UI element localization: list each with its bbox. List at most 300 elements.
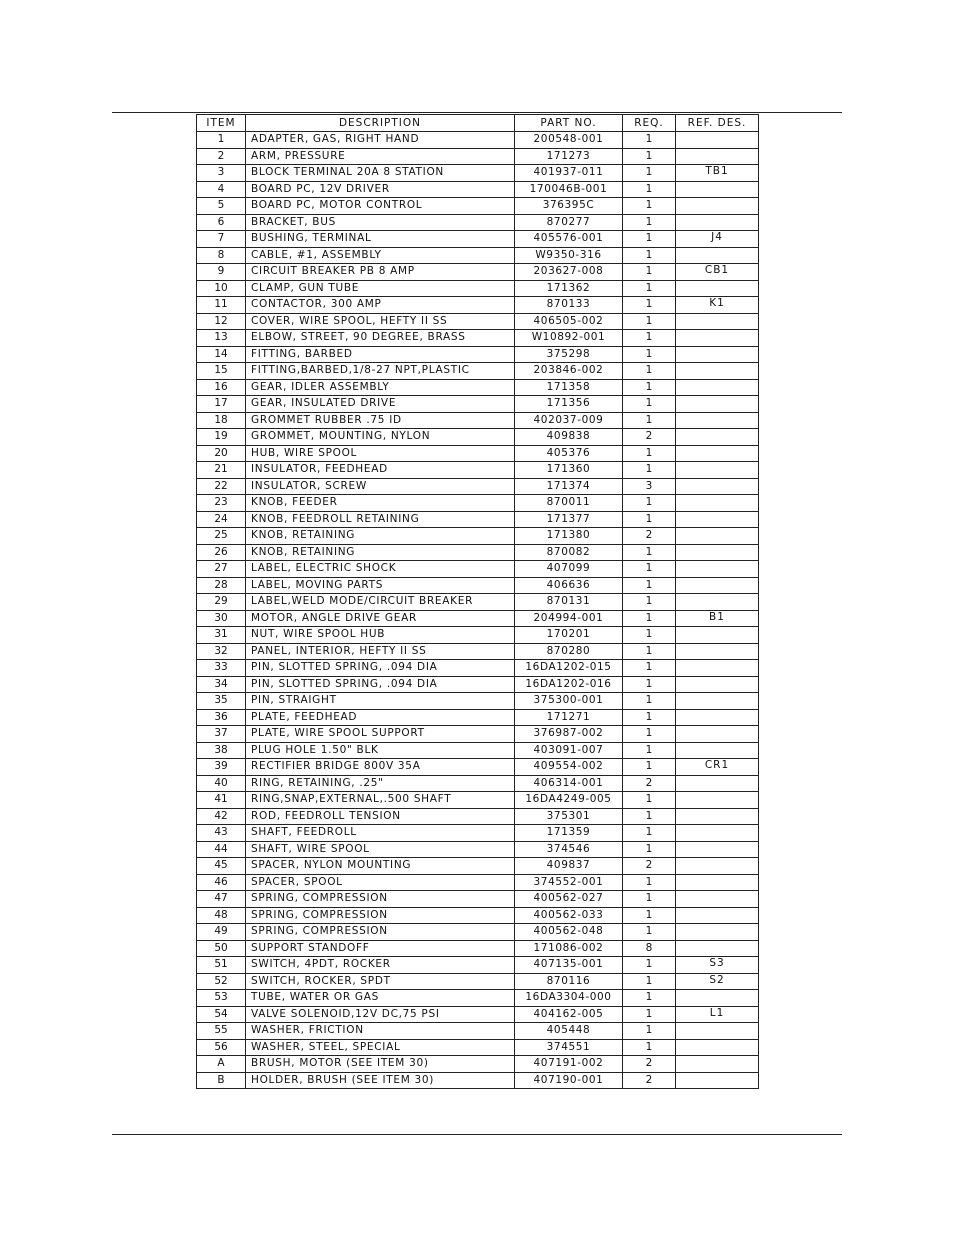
cell-ref-des: [676, 429, 759, 446]
cell-ref-des: [676, 412, 759, 429]
cell-req: 1: [623, 594, 676, 611]
cell-ref-des: [676, 577, 759, 594]
cell-part-no: 409837: [515, 858, 623, 875]
header-part-no: PART NO.: [515, 115, 623, 132]
cell-description: PLATE, WIRE SPOOL SUPPORT: [246, 726, 515, 743]
cell-item: 51: [197, 957, 246, 974]
cell-description: KNOB, RETAINING: [246, 544, 515, 561]
cell-ref-des: [676, 313, 759, 330]
cell-item: 54: [197, 1006, 246, 1023]
cell-part-no: 171271: [515, 709, 623, 726]
cell-ref-des: [676, 1039, 759, 1056]
cell-item: 4: [197, 181, 246, 198]
cell-item: 21: [197, 462, 246, 479]
cell-description: SPRING, COMPRESSION: [246, 924, 515, 941]
cell-part-no: 171358: [515, 379, 623, 396]
cell-req: 1: [623, 874, 676, 891]
cell-description: FITTING,BARBED,1/8-27 NPT,PLASTIC: [246, 363, 515, 380]
cell-part-no: 407135-001: [515, 957, 623, 974]
cell-req: 1: [623, 957, 676, 974]
cell-req: 1: [623, 346, 676, 363]
header-item: ITEM: [197, 115, 246, 132]
cell-req: 1: [623, 610, 676, 627]
table-row: [197, 561, 759, 578]
cell-part-no: 16DA1202-015: [515, 660, 623, 677]
cell-ref-des: [676, 742, 759, 759]
cell-part-no: 870011: [515, 495, 623, 512]
cell-part-no: 870082: [515, 544, 623, 561]
cell-item: 49: [197, 924, 246, 941]
cell-part-no: 16DA3304-000: [515, 990, 623, 1007]
table-row: [197, 148, 759, 165]
cell-req: 1: [623, 247, 676, 264]
cell-ref-des: J4: [676, 231, 759, 248]
table-row: [197, 891, 759, 908]
cell-part-no: 405376: [515, 445, 623, 462]
cell-part-no: 204994-001: [515, 610, 623, 627]
cell-req: 1: [623, 676, 676, 693]
cell-req: 1: [623, 891, 676, 908]
table-row: [197, 1056, 759, 1073]
cell-description: SPRING, COMPRESSION: [246, 891, 515, 908]
cell-item: 39: [197, 759, 246, 776]
cell-description: SWITCH, 4PDT, ROCKER: [246, 957, 515, 974]
cell-part-no: 374551: [515, 1039, 623, 1056]
cell-item: 15: [197, 363, 246, 380]
cell-req: 1: [623, 462, 676, 479]
table-row: [197, 808, 759, 825]
table-row: [197, 858, 759, 875]
cell-item: 7: [197, 231, 246, 248]
cell-description: PIN, SLOTTED SPRING, .094 DIA: [246, 660, 515, 677]
cell-req: 1: [623, 214, 676, 231]
table-row: [197, 462, 759, 479]
cell-part-no: 870131: [515, 594, 623, 611]
cell-item: 18: [197, 412, 246, 429]
cell-ref-des: K1: [676, 297, 759, 314]
cell-part-no: 407191-002: [515, 1056, 623, 1073]
cell-req: 1: [623, 511, 676, 528]
table-row: [197, 445, 759, 462]
cell-item: 45: [197, 858, 246, 875]
cell-req: 2: [623, 775, 676, 792]
table-row: [197, 528, 759, 545]
table-row: [197, 676, 759, 693]
cell-req: 1: [623, 165, 676, 182]
cell-description: HUB, WIRE SPOOL: [246, 445, 515, 462]
cell-item: 11: [197, 297, 246, 314]
cell-item: 50: [197, 940, 246, 957]
cell-ref-des: [676, 660, 759, 677]
cell-item: 47: [197, 891, 246, 908]
cell-ref-des: [676, 561, 759, 578]
cell-ref-des: [676, 511, 759, 528]
cell-ref-des: [676, 792, 759, 809]
cell-description: WASHER, FRICTION: [246, 1023, 515, 1040]
table-row: [197, 1039, 759, 1056]
cell-req: 1: [623, 561, 676, 578]
cell-description: BRACKET, BUS: [246, 214, 515, 231]
cell-ref-des: [676, 726, 759, 743]
cell-req: 1: [623, 759, 676, 776]
cell-req: 1: [623, 231, 676, 248]
cell-part-no: 407190-001: [515, 1072, 623, 1089]
cell-description: COVER, WIRE SPOOL, HEFTY II SS: [246, 313, 515, 330]
cell-item: 19: [197, 429, 246, 446]
cell-part-no: 406314-001: [515, 775, 623, 792]
cell-req: 1: [623, 280, 676, 297]
cell-item: 40: [197, 775, 246, 792]
cell-part-no: 171359: [515, 825, 623, 842]
table-row: [197, 693, 759, 710]
cell-part-no: 406636: [515, 577, 623, 594]
cell-description: INSULATOR, FEEDHEAD: [246, 462, 515, 479]
cell-description: GROMMET, MOUNTING, NYLON: [246, 429, 515, 446]
table-row: [197, 610, 759, 627]
table-row: [197, 841, 759, 858]
table-row: [197, 247, 759, 264]
cell-description: LABEL,WELD MODE/CIRCUIT BREAKER: [246, 594, 515, 611]
cell-description: ELBOW, STREET, 90 DEGREE, BRASS: [246, 330, 515, 347]
table-row: [197, 990, 759, 1007]
cell-ref-des: [676, 379, 759, 396]
cell-item: 16: [197, 379, 246, 396]
cell-ref-des: [676, 990, 759, 1007]
cell-req: 1: [623, 313, 676, 330]
cell-part-no: 16DA4249-005: [515, 792, 623, 809]
cell-req: 1: [623, 412, 676, 429]
table-row: [197, 264, 759, 281]
cell-req: 3: [623, 478, 676, 495]
table-row: [197, 940, 759, 957]
cell-description: ROD, FEEDROLL TENSION: [246, 808, 515, 825]
cell-ref-des: [676, 709, 759, 726]
cell-req: 1: [623, 990, 676, 1007]
cell-part-no: 203627-008: [515, 264, 623, 281]
cell-item: 23: [197, 495, 246, 512]
cell-req: 2: [623, 429, 676, 446]
cell-item: 5: [197, 198, 246, 215]
table-row: [197, 330, 759, 347]
top-rule: [112, 112, 842, 113]
cell-item: 14: [197, 346, 246, 363]
cell-description: FITTING, BARBED: [246, 346, 515, 363]
cell-req: 1: [623, 643, 676, 660]
cell-ref-des: [676, 280, 759, 297]
cell-ref-des: L1: [676, 1006, 759, 1023]
cell-part-no: 171273: [515, 148, 623, 165]
cell-item: 31: [197, 627, 246, 644]
cell-req: 1: [623, 379, 676, 396]
cell-description: BOARD PC, MOTOR CONTROL: [246, 198, 515, 215]
cell-part-no: 171380: [515, 528, 623, 545]
cell-part-no: 406505-002: [515, 313, 623, 330]
cell-ref-des: [676, 858, 759, 875]
cell-part-no: 400562-033: [515, 907, 623, 924]
cell-item: 13: [197, 330, 246, 347]
cell-req: 1: [623, 792, 676, 809]
cell-req: 1: [623, 841, 676, 858]
cell-part-no: 409554-002: [515, 759, 623, 776]
table-row: [197, 511, 759, 528]
cell-part-no: 170201: [515, 627, 623, 644]
cell-description: RING, RETAINING, .25": [246, 775, 515, 792]
cell-req: 1: [623, 726, 676, 743]
cell-ref-des: [676, 1056, 759, 1073]
cell-req: 1: [623, 907, 676, 924]
cell-ref-des: [676, 445, 759, 462]
cell-item: 17: [197, 396, 246, 413]
table-row: [197, 363, 759, 380]
header-row: [197, 115, 759, 132]
cell-part-no: 376987-002: [515, 726, 623, 743]
cell-item: 22: [197, 478, 246, 495]
cell-item: A: [197, 1056, 246, 1073]
cell-item: 52: [197, 973, 246, 990]
cell-part-no: 203846-002: [515, 363, 623, 380]
cell-ref-des: [676, 874, 759, 891]
cell-description: RECTIFIER BRIDGE 800V 35A: [246, 759, 515, 776]
cell-description: PLUG HOLE 1.50" BLK: [246, 742, 515, 759]
cell-description: RING,SNAP,EXTERNAL,.500 SHAFT: [246, 792, 515, 809]
cell-item: 36: [197, 709, 246, 726]
cell-part-no: 171356: [515, 396, 623, 413]
cell-item: 42: [197, 808, 246, 825]
cell-ref-des: CR1: [676, 759, 759, 776]
cell-item: 46: [197, 874, 246, 891]
cell-part-no: W9350-316: [515, 247, 623, 264]
table-row: [197, 660, 759, 677]
cell-description: VALVE SOLENOID,12V DC,75 PSI: [246, 1006, 515, 1023]
cell-description: BUSHING, TERMINAL: [246, 231, 515, 248]
cell-req: 1: [623, 660, 676, 677]
cell-part-no: 407099: [515, 561, 623, 578]
cell-description: SUPPORT STANDOFF: [246, 940, 515, 957]
table-row: [197, 973, 759, 990]
cell-ref-des: [676, 1023, 759, 1040]
table-row: [197, 825, 759, 842]
table-row: [197, 643, 759, 660]
table-row: [197, 346, 759, 363]
cell-description: PIN, STRAIGHT: [246, 693, 515, 710]
cell-part-no: 400562-027: [515, 891, 623, 908]
cell-item: 44: [197, 841, 246, 858]
cell-description: GEAR, INSULATED DRIVE: [246, 396, 515, 413]
cell-ref-des: [676, 676, 759, 693]
cell-item: 32: [197, 643, 246, 660]
cell-part-no: 402037-009: [515, 412, 623, 429]
cell-req: 1: [623, 495, 676, 512]
cell-part-no: 171086-002: [515, 940, 623, 957]
table-row: [197, 924, 759, 941]
cell-req: 2: [623, 1072, 676, 1089]
cell-ref-des: [676, 594, 759, 611]
cell-item: 43: [197, 825, 246, 842]
cell-ref-des: [676, 841, 759, 858]
cell-description: NUT, WIRE SPOOL HUB: [246, 627, 515, 644]
cell-req: 1: [623, 577, 676, 594]
cell-ref-des: S3: [676, 957, 759, 974]
cell-req: 1: [623, 264, 676, 281]
cell-part-no: 405448: [515, 1023, 623, 1040]
cell-part-no: 405576-001: [515, 231, 623, 248]
cell-item: 25: [197, 528, 246, 545]
cell-description: MOTOR, ANGLE DRIVE GEAR: [246, 610, 515, 627]
cell-part-no: 16DA1202-016: [515, 676, 623, 693]
cell-description: SWITCH, ROCKER, SPDT: [246, 973, 515, 990]
cell-item: 2: [197, 148, 246, 165]
cell-item: 56: [197, 1039, 246, 1056]
cell-description: SHAFT, WIRE SPOOL: [246, 841, 515, 858]
table-row: [197, 379, 759, 396]
cell-description: CABLE, #1, ASSEMBLY: [246, 247, 515, 264]
cell-description: CLAMP, GUN TUBE: [246, 280, 515, 297]
cell-req: 1: [623, 1006, 676, 1023]
cell-description: ADAPTER, GAS, RIGHT HAND: [246, 132, 515, 149]
cell-part-no: 374546: [515, 841, 623, 858]
cell-item: 33: [197, 660, 246, 677]
cell-ref-des: [676, 693, 759, 710]
cell-ref-des: [676, 198, 759, 215]
cell-req: 1: [623, 198, 676, 215]
cell-part-no: 376395C: [515, 198, 623, 215]
cell-description: SPRING, COMPRESSION: [246, 907, 515, 924]
cell-req: 1: [623, 181, 676, 198]
header-ref-des: REF. DES.: [676, 115, 759, 132]
cell-description: CONTACTOR, 300 AMP: [246, 297, 515, 314]
cell-ref-des: [676, 1072, 759, 1089]
cell-ref-des: [676, 346, 759, 363]
cell-req: 1: [623, 1039, 676, 1056]
cell-ref-des: [676, 528, 759, 545]
table-row: [197, 759, 759, 776]
table-row: [197, 792, 759, 809]
cell-req: 2: [623, 1056, 676, 1073]
cell-description: PANEL, INTERIOR, HEFTY II SS: [246, 643, 515, 660]
cell-item: 8: [197, 247, 246, 264]
table-row: [197, 198, 759, 215]
cell-part-no: 870116: [515, 973, 623, 990]
cell-ref-des: [676, 775, 759, 792]
cell-description: BOARD PC, 12V DRIVER: [246, 181, 515, 198]
cell-part-no: 404162-005: [515, 1006, 623, 1023]
table-row: [197, 132, 759, 149]
cell-description: KNOB, RETAINING: [246, 528, 515, 545]
cell-description: LABEL, MOVING PARTS: [246, 577, 515, 594]
table-row: [197, 907, 759, 924]
cell-part-no: 870133: [515, 297, 623, 314]
table-row: [197, 231, 759, 248]
cell-req: 1: [623, 709, 676, 726]
cell-item: 48: [197, 907, 246, 924]
bottom-rule: [112, 1134, 842, 1135]
cell-item: 10: [197, 280, 246, 297]
cell-description: PIN, SLOTTED SPRING, .094 DIA: [246, 676, 515, 693]
table-row: [197, 742, 759, 759]
cell-item: 28: [197, 577, 246, 594]
table-row: [197, 412, 759, 429]
cell-description: KNOB, FEEDER: [246, 495, 515, 512]
cell-item: 55: [197, 1023, 246, 1040]
cell-item: 53: [197, 990, 246, 1007]
cell-item: 30: [197, 610, 246, 627]
cell-ref-des: [676, 907, 759, 924]
cell-ref-des: [676, 940, 759, 957]
cell-part-no: 171374: [515, 478, 623, 495]
cell-part-no: 870280: [515, 643, 623, 660]
cell-description: WASHER, STEEL, SPECIAL: [246, 1039, 515, 1056]
cell-req: 1: [623, 148, 676, 165]
cell-req: 1: [623, 693, 676, 710]
cell-description: BLOCK TERMINAL 20A 8 STATION: [246, 165, 515, 182]
table-row: [197, 957, 759, 974]
cell-ref-des: [676, 627, 759, 644]
cell-ref-des: [676, 132, 759, 149]
cell-item: 12: [197, 313, 246, 330]
table-row: [197, 594, 759, 611]
cell-ref-des: [676, 247, 759, 264]
table-row: [197, 1006, 759, 1023]
table-row: [197, 280, 759, 297]
cell-item: 6: [197, 214, 246, 231]
cell-ref-des: [676, 330, 759, 347]
table-row: [197, 544, 759, 561]
cell-ref-des: CB1: [676, 264, 759, 281]
cell-req: 1: [623, 627, 676, 644]
cell-req: 1: [623, 330, 676, 347]
cell-item: 41: [197, 792, 246, 809]
table-row: [197, 874, 759, 891]
parts-list: [196, 114, 758, 1089]
table-row: [197, 478, 759, 495]
cell-ref-des: [676, 891, 759, 908]
header-req: REQ.: [623, 115, 676, 132]
cell-item: 38: [197, 742, 246, 759]
cell-req: 1: [623, 544, 676, 561]
cell-ref-des: [676, 643, 759, 660]
cell-item: 37: [197, 726, 246, 743]
cell-part-no: 171362: [515, 280, 623, 297]
cell-description: GROMMET RUBBER .75 ID: [246, 412, 515, 429]
table-row: [197, 577, 759, 594]
cell-description: ARM, PRESSURE: [246, 148, 515, 165]
cell-description: SHAFT, FEEDROLL: [246, 825, 515, 842]
cell-ref-des: TB1: [676, 165, 759, 182]
table-row: [197, 165, 759, 182]
cell-part-no: 170046B-001: [515, 181, 623, 198]
cell-req: 1: [623, 808, 676, 825]
cell-description: TUBE, WATER OR GAS: [246, 990, 515, 1007]
cell-description: PLATE, FEEDHEAD: [246, 709, 515, 726]
cell-req: 1: [623, 742, 676, 759]
table-row: [197, 214, 759, 231]
cell-req: 8: [623, 940, 676, 957]
cell-description: GEAR, IDLER ASSEMBLY: [246, 379, 515, 396]
cell-part-no: 403091-007: [515, 742, 623, 759]
cell-req: 1: [623, 297, 676, 314]
table-row: [197, 709, 759, 726]
table-row: [197, 775, 759, 792]
cell-description: CIRCUIT BREAKER PB 8 AMP: [246, 264, 515, 281]
cell-item: 29: [197, 594, 246, 611]
cell-item: B: [197, 1072, 246, 1089]
cell-part-no: 171377: [515, 511, 623, 528]
table-row: [197, 429, 759, 446]
cell-ref-des: [676, 148, 759, 165]
table-row: [197, 726, 759, 743]
cell-ref-des: [676, 478, 759, 495]
cell-description: LABEL, ELECTRIC SHOCK: [246, 561, 515, 578]
